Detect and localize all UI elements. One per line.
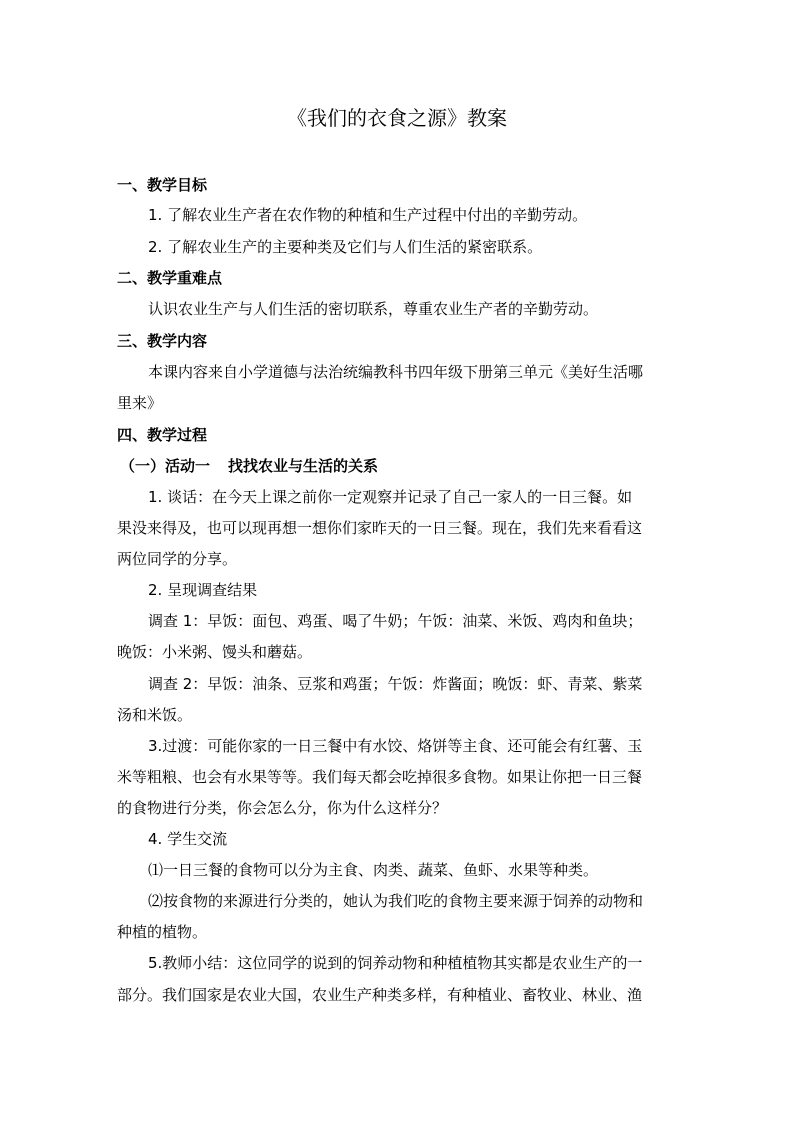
section-heading-keypoints: 二、教学重难点	[117, 269, 223, 287]
paragraph-line: ⑵按食物的来源进行分类的，她认为我们吃的食物主要来源于饲养的动物和	[148, 892, 644, 910]
paragraph-line: 两位同学的分享。	[117, 550, 238, 568]
content-line-1: 本课内容来自小学道德与法治统编教科书四年级下册第三单元《美好生活哪	[148, 363, 644, 381]
goal-item-1: 1. 了解农业生产者在农作物的种植和生产过程中付出的辛勤劳动。	[148, 206, 588, 224]
paragraph-line: 的食物进行分类，你会怎么分，你为什么这样分？	[117, 799, 448, 817]
paragraph-line: ⑴一日三餐的食物可以分为主食、肉类、蔬菜、鱼虾、水果等种类。	[148, 861, 599, 879]
paragraph-line: 部分。我们国家是农业大国，农业生产种类多样，有种植业、畜牧业、林业、渔	[117, 986, 643, 1004]
survey-2-line: 汤和米饭。	[117, 706, 193, 724]
paragraph-line: 种植的植物。	[117, 923, 208, 941]
activity-title: 找找农业与生活的关系	[228, 457, 379, 475]
section-heading-goals: 一、教学目标	[117, 176, 208, 194]
paragraph-line: 3.过渡：可能你家的一日三餐中有水饺、烙饼等主食、还可能会有红薯、玉	[148, 737, 643, 755]
paragraph-line: 2. 呈现调查结果	[148, 581, 258, 599]
survey-1-line: 调查 1：早饭：面包、鸡蛋、喝了牛奶；午饭：油菜、米饭、鸡肉和鱼块；	[148, 612, 643, 630]
paragraph-line: 1. 谈话：在今天上课之前你一定观察并记录了自己一家人的一日三餐。如	[148, 488, 633, 506]
keypoints-text: 认识农业生产与人们生活的密切联系，尊重农业生产者的辛勤劳动。	[148, 300, 599, 318]
section-heading-content: 三、教学内容	[117, 332, 208, 350]
goal-item-2: 2. 了解农业生产的主要种类及它们与人们生活的紧密联系。	[148, 238, 543, 256]
survey-1-line: 晚饭：小米粥、馒头和蘑菇。	[117, 643, 313, 661]
section-heading-process: 四、教学过程	[117, 426, 208, 444]
content-line-2: 里来》	[117, 394, 163, 412]
activity-label: （一）活动一	[120, 457, 211, 475]
paragraph-line: 米等粗粮、也会有水果等等。我们每天都会吃掉很多食物。如果让你把一日三餐	[117, 768, 643, 786]
paragraph-line: 5.教师小结：这位同学的说到的饲养动物和种植植物其实都是农业生产的一	[148, 954, 643, 972]
paragraph-line: 果没来得及，也可以现再想一想你们家昨天的一日三餐。现在，我们先来看看这	[117, 519, 643, 537]
activity-heading	[120, 455, 682, 477]
survey-2-line: 调查 2：早饭：油条、豆浆和鸡蛋；午饭：炸酱面；晚饭：虾、青菜、紫菜	[148, 675, 643, 693]
document-title: 《我们的衣食之源》教案	[287, 106, 507, 130]
paragraph-line: 4. 学生交流	[148, 830, 228, 848]
